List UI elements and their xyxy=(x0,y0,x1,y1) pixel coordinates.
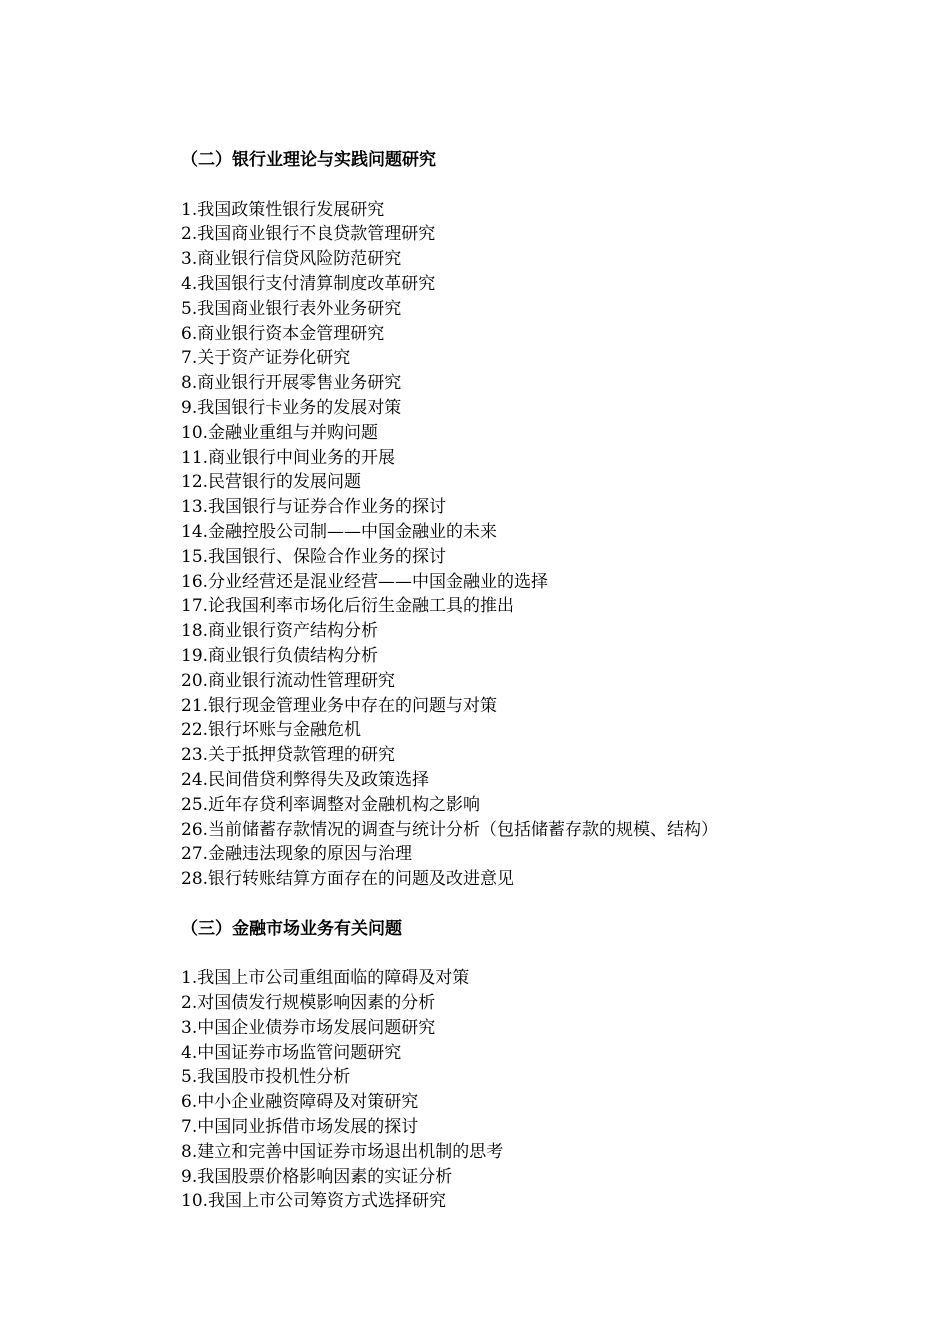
list-item: 20.商业银行流动性管理研究 xyxy=(181,670,396,691)
list-item: 10.我国上市公司筹资方式选择研究 xyxy=(181,1191,447,1212)
list-item: 24.民间借贷利弊得失及政策选择 xyxy=(181,769,430,790)
list-item: 4.中国证券市场监管问题研究 xyxy=(181,1042,402,1063)
topic-list-banking xyxy=(181,198,921,892)
list-item: 19.商业银行负债结构分析 xyxy=(181,645,379,666)
list-item: 2.对国债发行规模影响因素的分析 xyxy=(181,993,436,1014)
list-item: 18.商业银行资产结构分析 xyxy=(181,621,379,642)
list-item: 17.论我国利率市场化后衍生金融工具的推出 xyxy=(181,596,515,617)
list-item: 6.中小企业融资障碍及对策研究 xyxy=(181,1092,419,1113)
list-item: 26.当前储蓄存款情况的调查与统计分析（包括储蓄存款的规模、结构） xyxy=(181,819,719,840)
list-item: 7.关于资产证券化研究 xyxy=(181,348,351,369)
list-item: 6.商业银行资本金管理研究 xyxy=(181,323,385,344)
list-item: 21.银行现金管理业务中存在的问题与对策 xyxy=(181,695,498,716)
list-item: 11.商业银行中间业务的开展 xyxy=(181,447,396,468)
list-item: 16.分业经营还是混业经营——中国金融业的选择 xyxy=(181,571,549,592)
list-item: 1.我国上市公司重组面临的障碍及对策 xyxy=(181,968,470,989)
list-item: 22.银行坏账与金融危机 xyxy=(181,720,362,741)
list-item: 5.我国股市投机性分析 xyxy=(181,1067,351,1088)
section-heading-financial-market: （三）金融市场业务有关问题 xyxy=(181,918,402,939)
list-item: 10.金融业重组与并购问题 xyxy=(181,422,379,443)
list-item: 3.商业银行信贷风险防范研究 xyxy=(181,249,402,270)
list-item: 27.金融违法现象的原因与治理 xyxy=(181,844,413,865)
list-item: 8.商业银行开展零售业务研究 xyxy=(181,373,402,394)
list-item: 12.民营银行的发展问题 xyxy=(181,472,362,493)
list-item: 15.我国银行、保险合作业务的探讨 xyxy=(181,546,447,567)
section-heading-banking: （二）银行业理论与实践问题研究 xyxy=(181,150,436,170)
list-item: 14.金融控股公司制——中国金融业的未来 xyxy=(181,521,498,542)
list-item: 13.我国银行与证券合作业务的探讨 xyxy=(181,497,447,518)
list-item: 3.中国企业债券市场发展问题研究 xyxy=(181,1017,436,1038)
list-item: 5.我国商业银行表外业务研究 xyxy=(181,298,402,319)
list-item: 8.建立和完善中国证券市场退出机制的思考 xyxy=(181,1141,504,1162)
list-item: 1.我国政策性银行发展研究 xyxy=(181,199,385,220)
document-page xyxy=(181,148,921,1214)
list-item: 9.我国银行卡业务的发展对策 xyxy=(181,397,402,418)
list-item: 2.我国商业银行不良贷款管理研究 xyxy=(181,224,436,245)
list-item: 23.关于抵押贷款管理的研究 xyxy=(181,745,396,766)
list-item: 9.我国股票价格影响因素的实证分析 xyxy=(181,1166,453,1187)
list-item: 25.近年存贷利率调整对金融机构之影响 xyxy=(181,794,481,815)
list-item: 28.银行转账结算方面存在的问题及改进意见 xyxy=(181,869,515,890)
list-item: 4.我国银行支付清算制度改革研究 xyxy=(181,273,436,294)
topic-list-financial-market xyxy=(181,966,921,1214)
list-item: 7.中国同业拆借市场发展的探讨 xyxy=(181,1117,419,1138)
